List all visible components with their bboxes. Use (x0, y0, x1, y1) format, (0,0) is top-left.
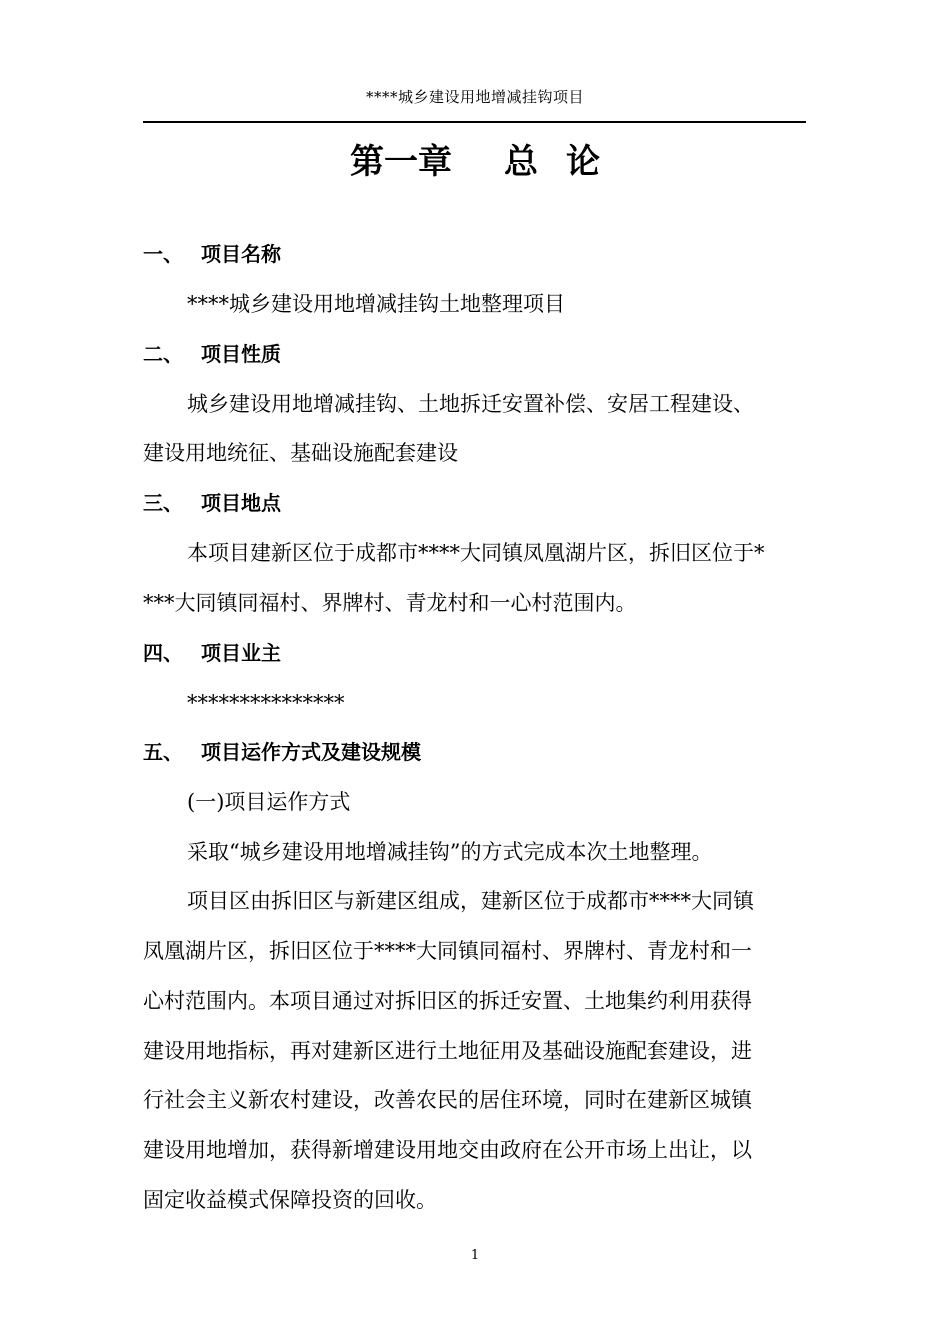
chapter-title-char-1: 总 (504, 142, 538, 182)
section-number: 五、 (143, 740, 183, 764)
running-header: ****城乡建设用地增减挂钩项目 (365, 88, 584, 106)
section-heading-4 (143, 638, 808, 668)
paragraph-line: 行社会主义新农村建设，改善农民的居住环境，同时在建新区城镇 (143, 1088, 752, 1112)
paragraph-line: 城乡建设用地增减挂钩、土地拆迁安置补偿、安居工程建设、 (187, 392, 754, 416)
paragraph-line: 建设用地增加，获得新增建设用地交由政府在公开市场上出让，以 (143, 1138, 752, 1162)
paragraph-line: ****城乡建设用地增减挂钩土地整理项目 (187, 292, 565, 316)
paragraph-line: 心村范围内。本项目通过对拆旧区的拆迁安置、土地集约利用获得 (143, 989, 752, 1013)
paragraph-line: 固定收益模式保障投资的回收。 (143, 1188, 437, 1212)
section-number: 三、 (143, 491, 183, 515)
subsection-title: (一)项目运作方式 (187, 790, 351, 814)
section-heading-1 (143, 239, 808, 269)
paragraph-line: ***大同镇同福村、界牌村、青龙村和一心村范围内。 (143, 591, 637, 615)
section-heading-2 (143, 339, 808, 369)
paragraph-line: 采取“城乡建设用地增减挂钩”的方式完成本次土地整理。 (187, 840, 713, 864)
paragraph-line: 建设用地指标，再对建新区进行土地征用及基础设施配套建设，进 (143, 1039, 752, 1063)
header-rule (143, 121, 806, 123)
section-title: 项目地点 (201, 491, 281, 515)
section-heading-5 (143, 737, 808, 767)
section-title: 项目业主 (201, 641, 281, 665)
section-number: 一、 (143, 242, 183, 266)
paragraph-line: 本项目建新区位于成都市****大同镇凤凰湖片区，拆旧区位于* (187, 541, 765, 565)
section-number: 二、 (143, 342, 183, 366)
paragraph-line: 项目区由拆旧区与新建区组成，建新区位于成都市****大同镇 (187, 889, 754, 913)
section-heading-3 (143, 488, 808, 518)
chapter-title (0, 134, 950, 183)
page-number: 1 (470, 1248, 480, 1263)
paragraph-line: 建设用地统征、基础设施配套建设 (143, 441, 458, 465)
paragraph-line: *************** (187, 691, 345, 715)
section-number: 四、 (143, 641, 183, 665)
section-title: 项目性质 (201, 342, 281, 366)
chapter-number: 第一章 (350, 142, 452, 182)
chapter-title-char-2: 论 (566, 142, 600, 182)
section-title: 项目运作方式及建设规模 (201, 740, 421, 764)
section-title: 项目名称 (201, 242, 281, 266)
paragraph-line: 凤凰湖片区，拆旧区位于****大同镇同福村、界牌村、青龙村和一 (143, 939, 752, 963)
